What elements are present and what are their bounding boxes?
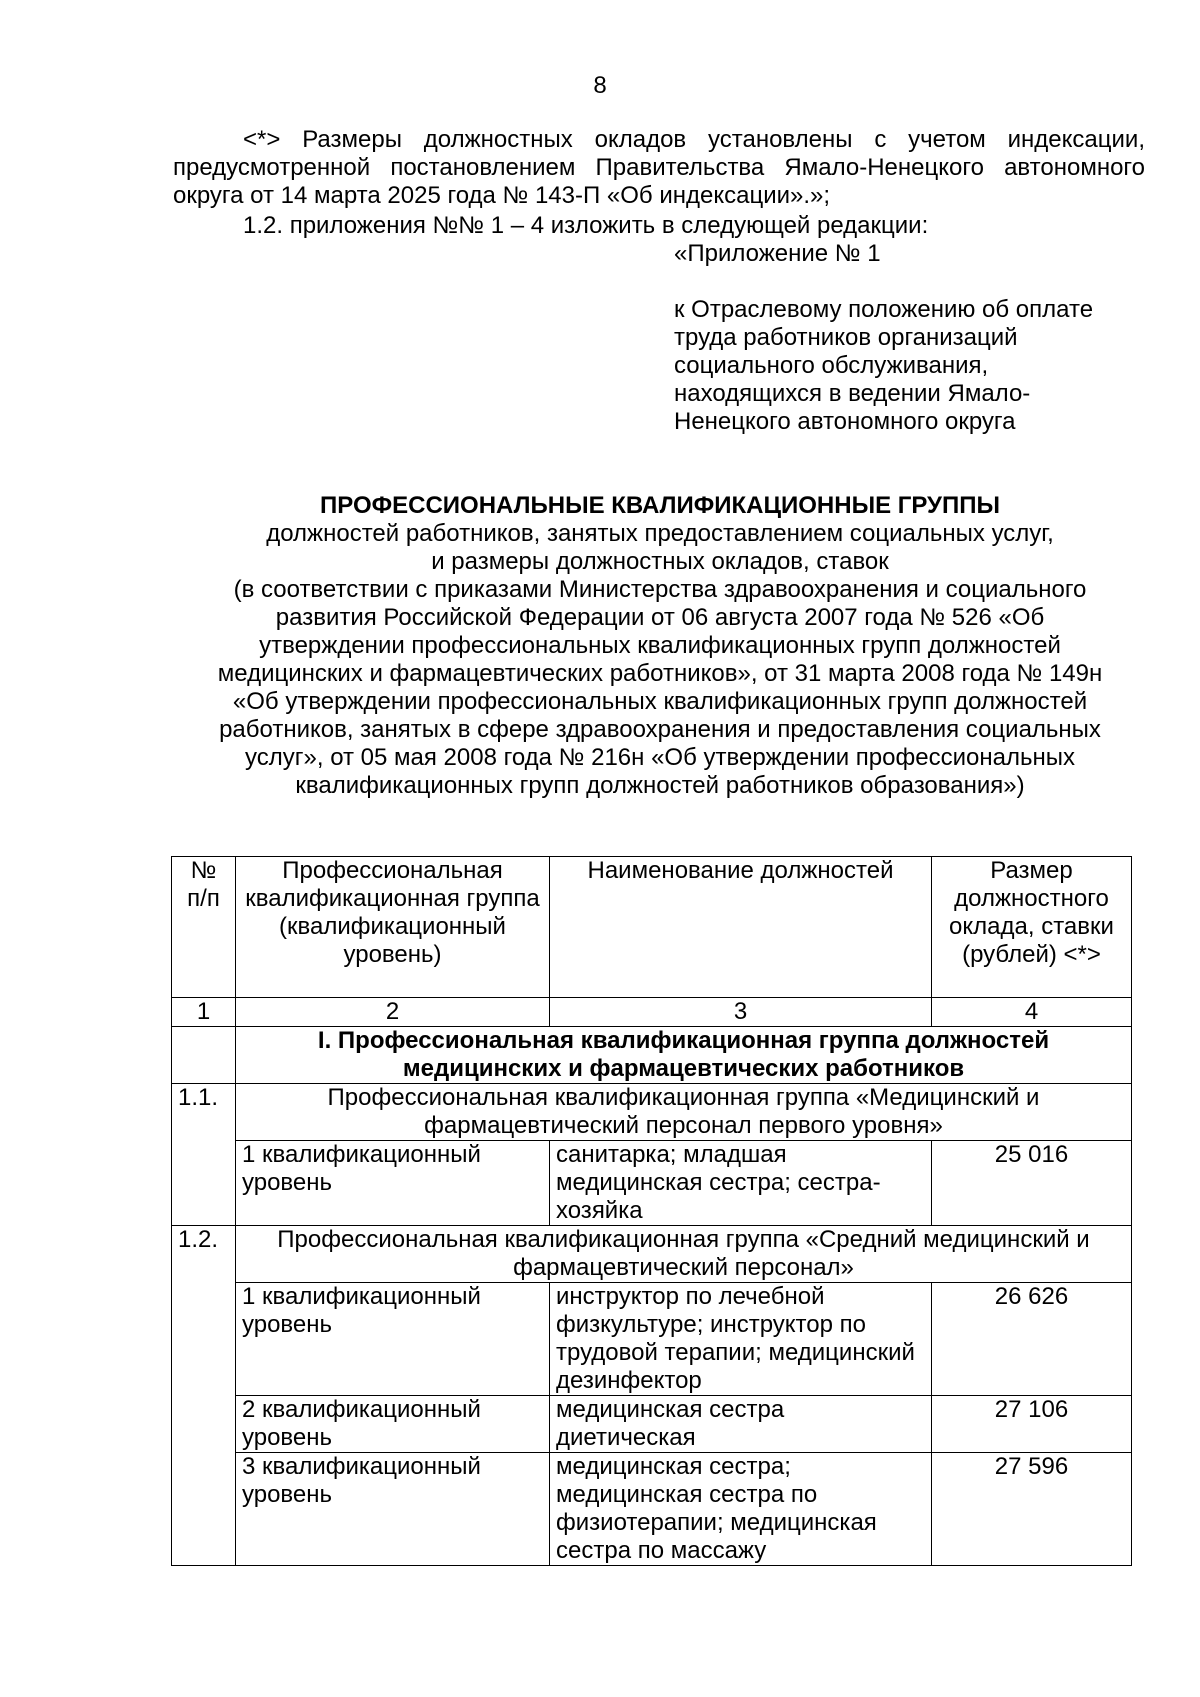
salary: 27 106: [932, 1396, 1132, 1453]
heading-line: и размеры должностных окладов, ставок: [431, 548, 889, 575]
appendix-line: труда работников организаций: [674, 324, 1018, 351]
heading-line: квалификационных групп должностей работников образования»): [295, 772, 1025, 799]
group-number: 1.2.: [172, 1226, 236, 1566]
group-row: [172, 1226, 1132, 1283]
positions: медицинская сестра диетическая: [550, 1396, 932, 1453]
appendix-line: социального обслуживания,: [674, 352, 989, 379]
qualification-level: 3 квалификационный уровень: [236, 1453, 550, 1566]
group-row: [172, 1084, 1132, 1141]
document-heading: [170, 492, 1150, 800]
column-number: 1: [172, 998, 236, 1027]
group-number: 1.1.: [172, 1084, 236, 1226]
heading-line: (в соответствии с приказами Министерства здравоохранения и социального: [233, 576, 1087, 603]
column-number: 4: [932, 998, 1132, 1027]
heading-line: услуг», от 05 мая 2008 года № 216н «Об утверждении профессиональных: [245, 744, 1075, 771]
amendment-item: 1.2. приложения №№ 1 – 4 изложить в следующей редакции:: [243, 212, 929, 239]
qualification-level: 1 квалификационный уровень: [236, 1283, 550, 1396]
positions: инструктор по лечебной физкультуре; инструктор по трудовой терапии; медицинский дезинфектор: [550, 1283, 932, 1396]
heading-line: работников, занятых в сфере здравоохранения и предоставления социальных: [219, 716, 1101, 743]
salary: 25 016: [932, 1141, 1132, 1226]
heading-line: развития Российской Федерации от 06 августа 2007 года № 526 «Об: [275, 604, 1045, 631]
appendix-caption: [674, 296, 1154, 436]
group-title: Профессиональная квалификационная группа «Средний медицинский и фармацевтический персонал»: [236, 1226, 1132, 1283]
appendix-line: к Отраслевому положению об оплате: [674, 296, 1094, 323]
column-number: 3: [550, 998, 932, 1027]
appendix-title: «Приложение № 1: [674, 240, 881, 267]
table-row: [172, 1396, 1132, 1453]
table-row: [172, 1453, 1132, 1566]
empty-cell: [172, 1027, 236, 1084]
positions: санитарка; младшая медицинская сестра; сестра-хозяйка: [550, 1141, 932, 1226]
footnote-paragraph: <*> Размеры должностных окладов установлены с учетом индексации, предусмотренной постановлением Правительства Ямало-Ненецкого автономного округа от 14 марта 2025 года № 143-П «Об индексации».»;: [173, 126, 1145, 209]
qualification-level: 2 квалификационный уровень: [236, 1396, 550, 1453]
table-row: [172, 1141, 1132, 1226]
column-number: 2: [236, 998, 550, 1027]
group-title: Профессиональная квалификационная группа «Медицинский и фармацевтический персонал первого уровня»: [236, 1084, 1132, 1141]
heading-line: утверждении профессиональных квалификационных групп должностей: [259, 632, 1061, 659]
salary: 26 626: [932, 1283, 1132, 1396]
qualification-level: 1 квалификационный уровень: [236, 1141, 550, 1226]
table-row: [172, 1283, 1132, 1396]
section-row: [172, 1027, 1132, 1084]
header-cell: Наименование должностей: [550, 857, 932, 998]
header-row: [172, 857, 1132, 998]
header-cell: Профессиональная квалификационная группа (квалификационный уровень): [236, 857, 550, 998]
positions: медицинская сестра; медицинская сестра по физиотерапии; медицинская сестра по массажу: [550, 1453, 932, 1566]
header-cell: № п/п: [172, 857, 236, 998]
appendix-line: Ненецкого автономного округа: [674, 408, 1016, 435]
heading-title: ПРОФЕССИОНАЛЬНЫЕ КВАЛИФИКАЦИОННЫЕ ГРУППЫ: [320, 492, 1000, 519]
page-number: 8: [593, 72, 607, 99]
heading-line: «Об утверждении профессиональных квалификационных групп должностей: [232, 688, 1088, 715]
column-number-row: [172, 998, 1132, 1027]
heading-line: медицинских и фармацевтических работников», от 31 марта 2008 года № 149н: [217, 660, 1103, 687]
section-title: I. Профессиональная квалификационная группа должностей медицинских и фармацевтических работников: [236, 1027, 1132, 1084]
salary-table: [171, 856, 1132, 1566]
heading-line: должностей работников, занятых предоставлением социальных услуг,: [266, 520, 1054, 547]
appendix-line: находящихся в ведении Ямало-: [674, 380, 1031, 407]
header-cell: Размер должностного оклада, ставки (рублей) <*>: [932, 857, 1132, 998]
salary: 27 596: [932, 1453, 1132, 1566]
